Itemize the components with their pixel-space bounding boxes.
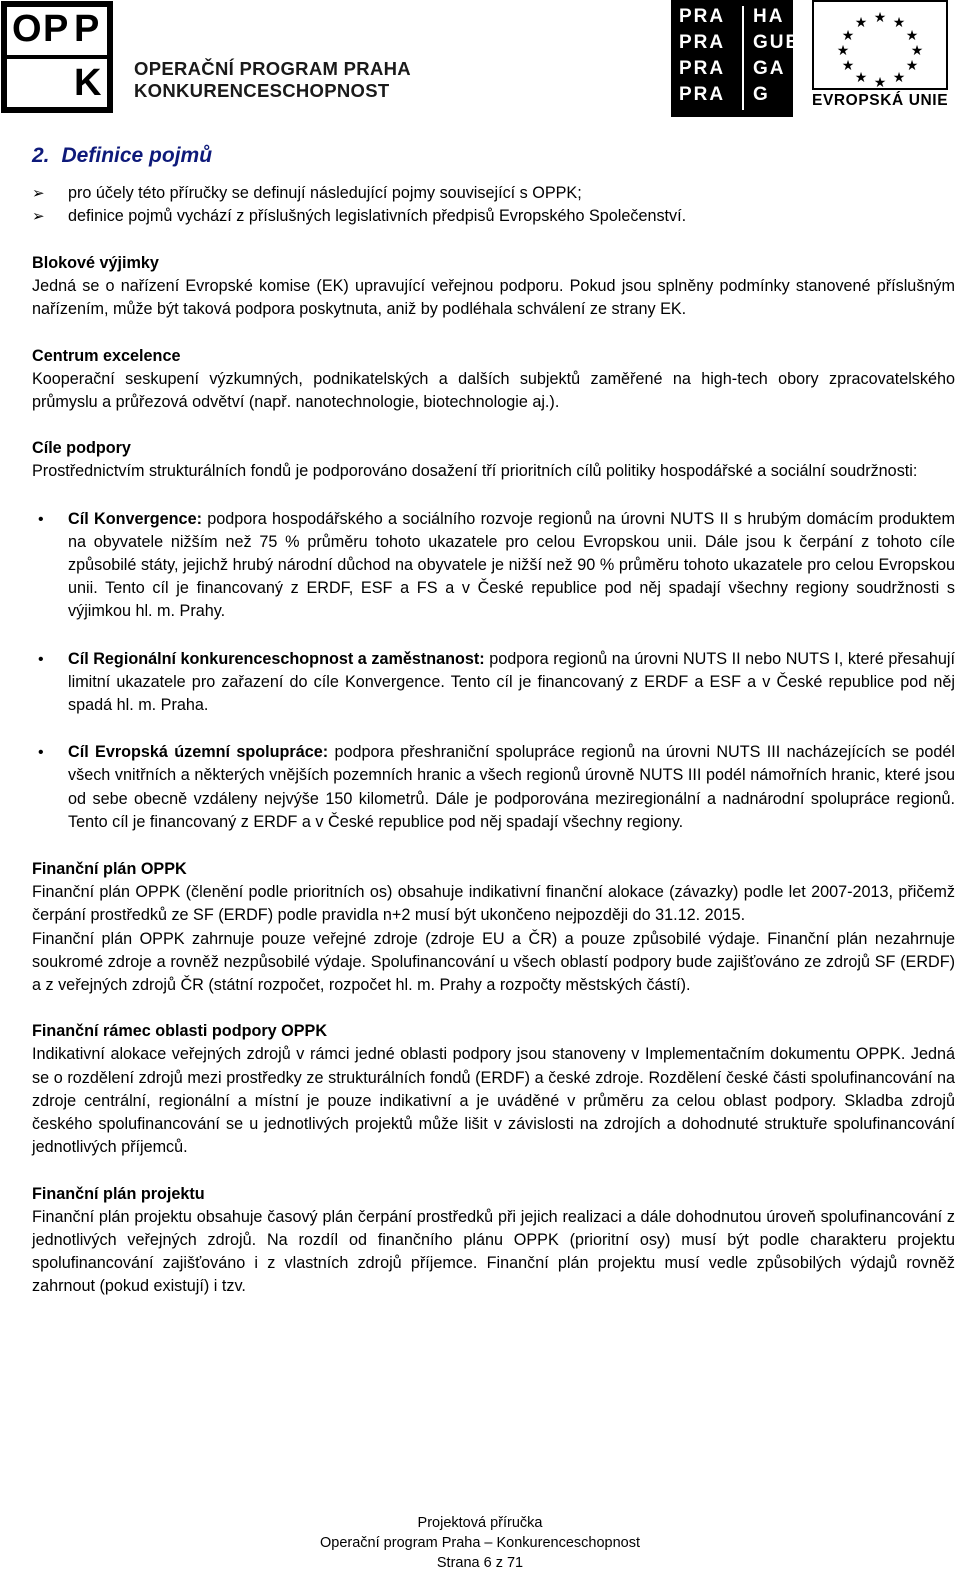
section-title: Finanční rámec oblasti podpory OPPK [32, 1022, 328, 1041]
section-financni-plan-oppk [32, 858, 955, 997]
svg-text:★: ★ [836, 43, 850, 59]
oppk-letter-k: K [74, 62, 102, 104]
goal-item-konvergence [32, 508, 955, 624]
goal-item-title: Cíl Evropská územní spolupráce: [68, 743, 329, 762]
intro-bullet-list [32, 182, 955, 228]
svg-text:★: ★ [905, 28, 919, 44]
goal-item-text: podpora hospodářského a sociálního rozvoje regionů na úrovni NUTS II s hrubým domácím produktem na obyvatele nižším než 75 % průměru tohoto ukazatele pro celou Evropskou unii. Dále jsou k čerpání z tohoto cíle způsobilé státy, jejichž hrubý národní důchod na obyvatele je nižší než 90 % průměru tohoto ukazatele pro celou Evropskou unii. Tento cíl je financovaný z ERDF, ESF a FS a v České republice pod něj spadají všechny regiony soudržnosti s výjimkou hl. m. Prahy. [68, 509, 955, 621]
section-text: Finanční plán projektu obsahuje časový plán čerpání prostředků při jejich realizaci a dále dohodnutou úroveň spolufinancování z jednotlivých veřejných zdrojů. Na rozdíl od finančního plánu OPPK (prioritní osy) musí být podle charakteru projektu spolufinancování zajišťováno i z vlastních zdrojů příjemce. Finanční plán projektu musí vedle způsobilých výdajů rovněž zahrnout (pokud existují) i tzv. [32, 1207, 955, 1296]
page-header [0, 0, 960, 125]
svg-text:★: ★ [910, 43, 924, 59]
oppk-letter-p1: P [43, 8, 69, 50]
intro-bullet-text: definice pojmů vychází z příslušných legislativních předpisů Evropského Společenství. [68, 207, 687, 225]
arrow-bullet-icon: ➢ [32, 208, 45, 225]
oppk-letter-o: O [12, 8, 42, 50]
document-body [32, 140, 955, 1299]
goal-item-text: podpora regionů na úrovni NUTS II nebo NUTS I, které přesahují limitní ukazatele pro zařazení do cíle Konvergence. Tento cíl je financovaný z ERDF a ESF a v České republice pod něj spadá hl. m. Praha. [68, 649, 955, 715]
footer-page-number: Strana 6 z 71 [436, 1555, 524, 1571]
praha-row-3-b: GA [753, 58, 786, 79]
footer-program-name: Operační program Praha – Konkurenceschopnost [320, 1535, 640, 1551]
svg-text:★: ★ [905, 58, 919, 74]
section-cile-podpory [32, 437, 955, 834]
praha-row-2-a: PRA [679, 32, 726, 53]
oppk-title-line1: OPERAČNÍ PROGRAM PRAHA [134, 58, 411, 79]
eu-flag-icon [812, 0, 948, 90]
eu-logo [812, 0, 952, 118]
arrow-bullet-icon: ➢ [32, 185, 45, 202]
goal-item-title: Cíl Regionální konkurenceschopnost a zaměstnanost: [68, 649, 485, 668]
praha-row-1-a: PRA [679, 6, 726, 27]
chapter-heading [32, 140, 955, 172]
section-centrum-excelence [32, 345, 955, 415]
section-title: Finanční plán projektu [32, 1184, 205, 1203]
praha-logo [671, 0, 801, 117]
eu-label: EVROPSKÁ UNIE [812, 92, 949, 109]
praha-row-2 [679, 32, 801, 54]
svg-text:★: ★ [892, 70, 906, 86]
section-title: Blokové výjimky [32, 254, 159, 272]
section-blokove-vyjimky [32, 252, 955, 322]
section-title: Centrum excelence [32, 346, 181, 365]
praha-row-2-b: GUE [753, 32, 801, 53]
goal-item-uzemni [32, 741, 955, 834]
section-title: Cíle podpory [32, 439, 131, 458]
svg-text:★: ★ [841, 58, 855, 74]
bullet-dot-icon: • [38, 744, 44, 762]
oppk-program-title [134, 58, 411, 102]
praha-row-4-a: PRA [679, 84, 726, 105]
svg-text:★: ★ [854, 15, 868, 31]
praha-row-4 [679, 84, 770, 106]
svg-text:★: ★ [873, 75, 887, 90]
chapter-number: 2. [32, 144, 50, 167]
oppk-letter-p2: P [74, 8, 100, 50]
bullet-dot-icon: • [38, 510, 44, 528]
section-text: Finanční plán OPPK zahrnuje pouze veřejné zdroje (zdroje EU a ČR) a pouze způsobilé výdaje. Finanční plán nezahrnuje soukromé zdroje a rovněž nezpůsobilé výdaje. Spolufinancování u všech oblastí podpory bude zajišťováno ze zdrojů SF (ERDF) a z veřejných zdrojů ČR (státní rozpočet, rozpočet hl. m. Prahy a rozpočty městských částí). [32, 929, 955, 995]
praha-row-1-b: HA [753, 6, 785, 27]
praha-row-1 [679, 6, 785, 28]
section-text: Prostřednictvím strukturálních fondů je podporováno dosažení tří prioritních cílů politiky hospodářské a sociální soudržnosti: [32, 462, 918, 481]
praha-row-4-b: G [753, 84, 770, 105]
section-financni-ramec [32, 1020, 955, 1159]
goal-item-regionalni [32, 648, 955, 718]
svg-text:★: ★ [854, 70, 868, 86]
goal-item-text: podpora přeshraniční spolupráce regionů na úrovni NUTS III nacházejících se podél všech vnitřních a některých vnějších pozemních hranic a všech regionů úrovně NUTS III podél námořních hranic, které jsou od sebe obecně vzdáleny nejvýše 150 kilometrů. Dále je podporována meziregionální a nadnárodní spolupráce regionů. Tento cíl je financovaný z ERDF a v České republice pod něj spadají všechny regiony. [68, 743, 955, 831]
bullet-dot-icon: • [38, 650, 44, 668]
section-financni-plan-projektu [32, 1183, 955, 1299]
goal-item-title: Cíl Konvergence: [68, 509, 202, 528]
praha-row-3 [679, 58, 786, 80]
intro-bullet [32, 182, 955, 205]
footer-doc-title: Projektová příručka [417, 1515, 543, 1531]
svg-text:★: ★ [873, 10, 887, 26]
svg-text:★: ★ [841, 28, 855, 44]
intro-bullet-text: pro účely této příručky se definují následující pojmy související s OPPK; [68, 184, 582, 202]
intro-bullet [32, 205, 955, 228]
chapter-title: Definice pojmů [61, 144, 213, 167]
svg-text:★: ★ [892, 15, 906, 31]
section-text: Kooperační seskupení výzkumných, podnikatelských a dalších subjektů zaměřené na high-tech obory zpracovatelského průmyslu a průřezová odvětví (např. nanotechnologie, biotechnologie aj.). [32, 369, 955, 412]
praha-row-3-a: PRA [679, 58, 726, 79]
section-title: Finanční plán OPPK [32, 860, 187, 879]
section-text: Indikativní alokace veřejných zdrojů v rámci jedné oblasti podpory jsou stanoveny v Implementačním dokumentu OPPK. Jedná se o rozdělení zdrojů mezi prostředky ze strukturálních fondů (ERDF) a české zdroje. Rozdělení české části spolufinancování na zdroje centrální, regionální a místní je pouze indikativní a je uváděné v průměru za celou oblast podpory. Skladba zdrojů českého spolufinancování se u jednotlivých projektů může lišit v závislosti na zdrojích a dohodnuté struktuře spolufinancování jednotlivých příjemců. [32, 1045, 955, 1157]
oppk-logo [0, 0, 114, 114]
section-text: Jedná se o nařízení Evropské komise (EK) upravující veřejnou podporu. Pokud jsou splněny podmínky stanovené příslušným nařízením, může být taková podpora poskytnuta, aniž by podléhala schválení ze strany EK. [32, 277, 955, 319]
page-footer [0, 1513, 960, 1573]
oppk-title-line2: KONKURENCESCHOPNOST [134, 80, 390, 101]
section-text: Finanční plán OPPK (členění podle prioritních os) obsahuje indikativní finanční alokace (závazky) podle let 2007-2013, přičemž čerpání prostředků ze SF (ERDF) podle pravidla n+2 musí být ukončeno nejpozději do 31.12. 2015. [32, 883, 955, 925]
